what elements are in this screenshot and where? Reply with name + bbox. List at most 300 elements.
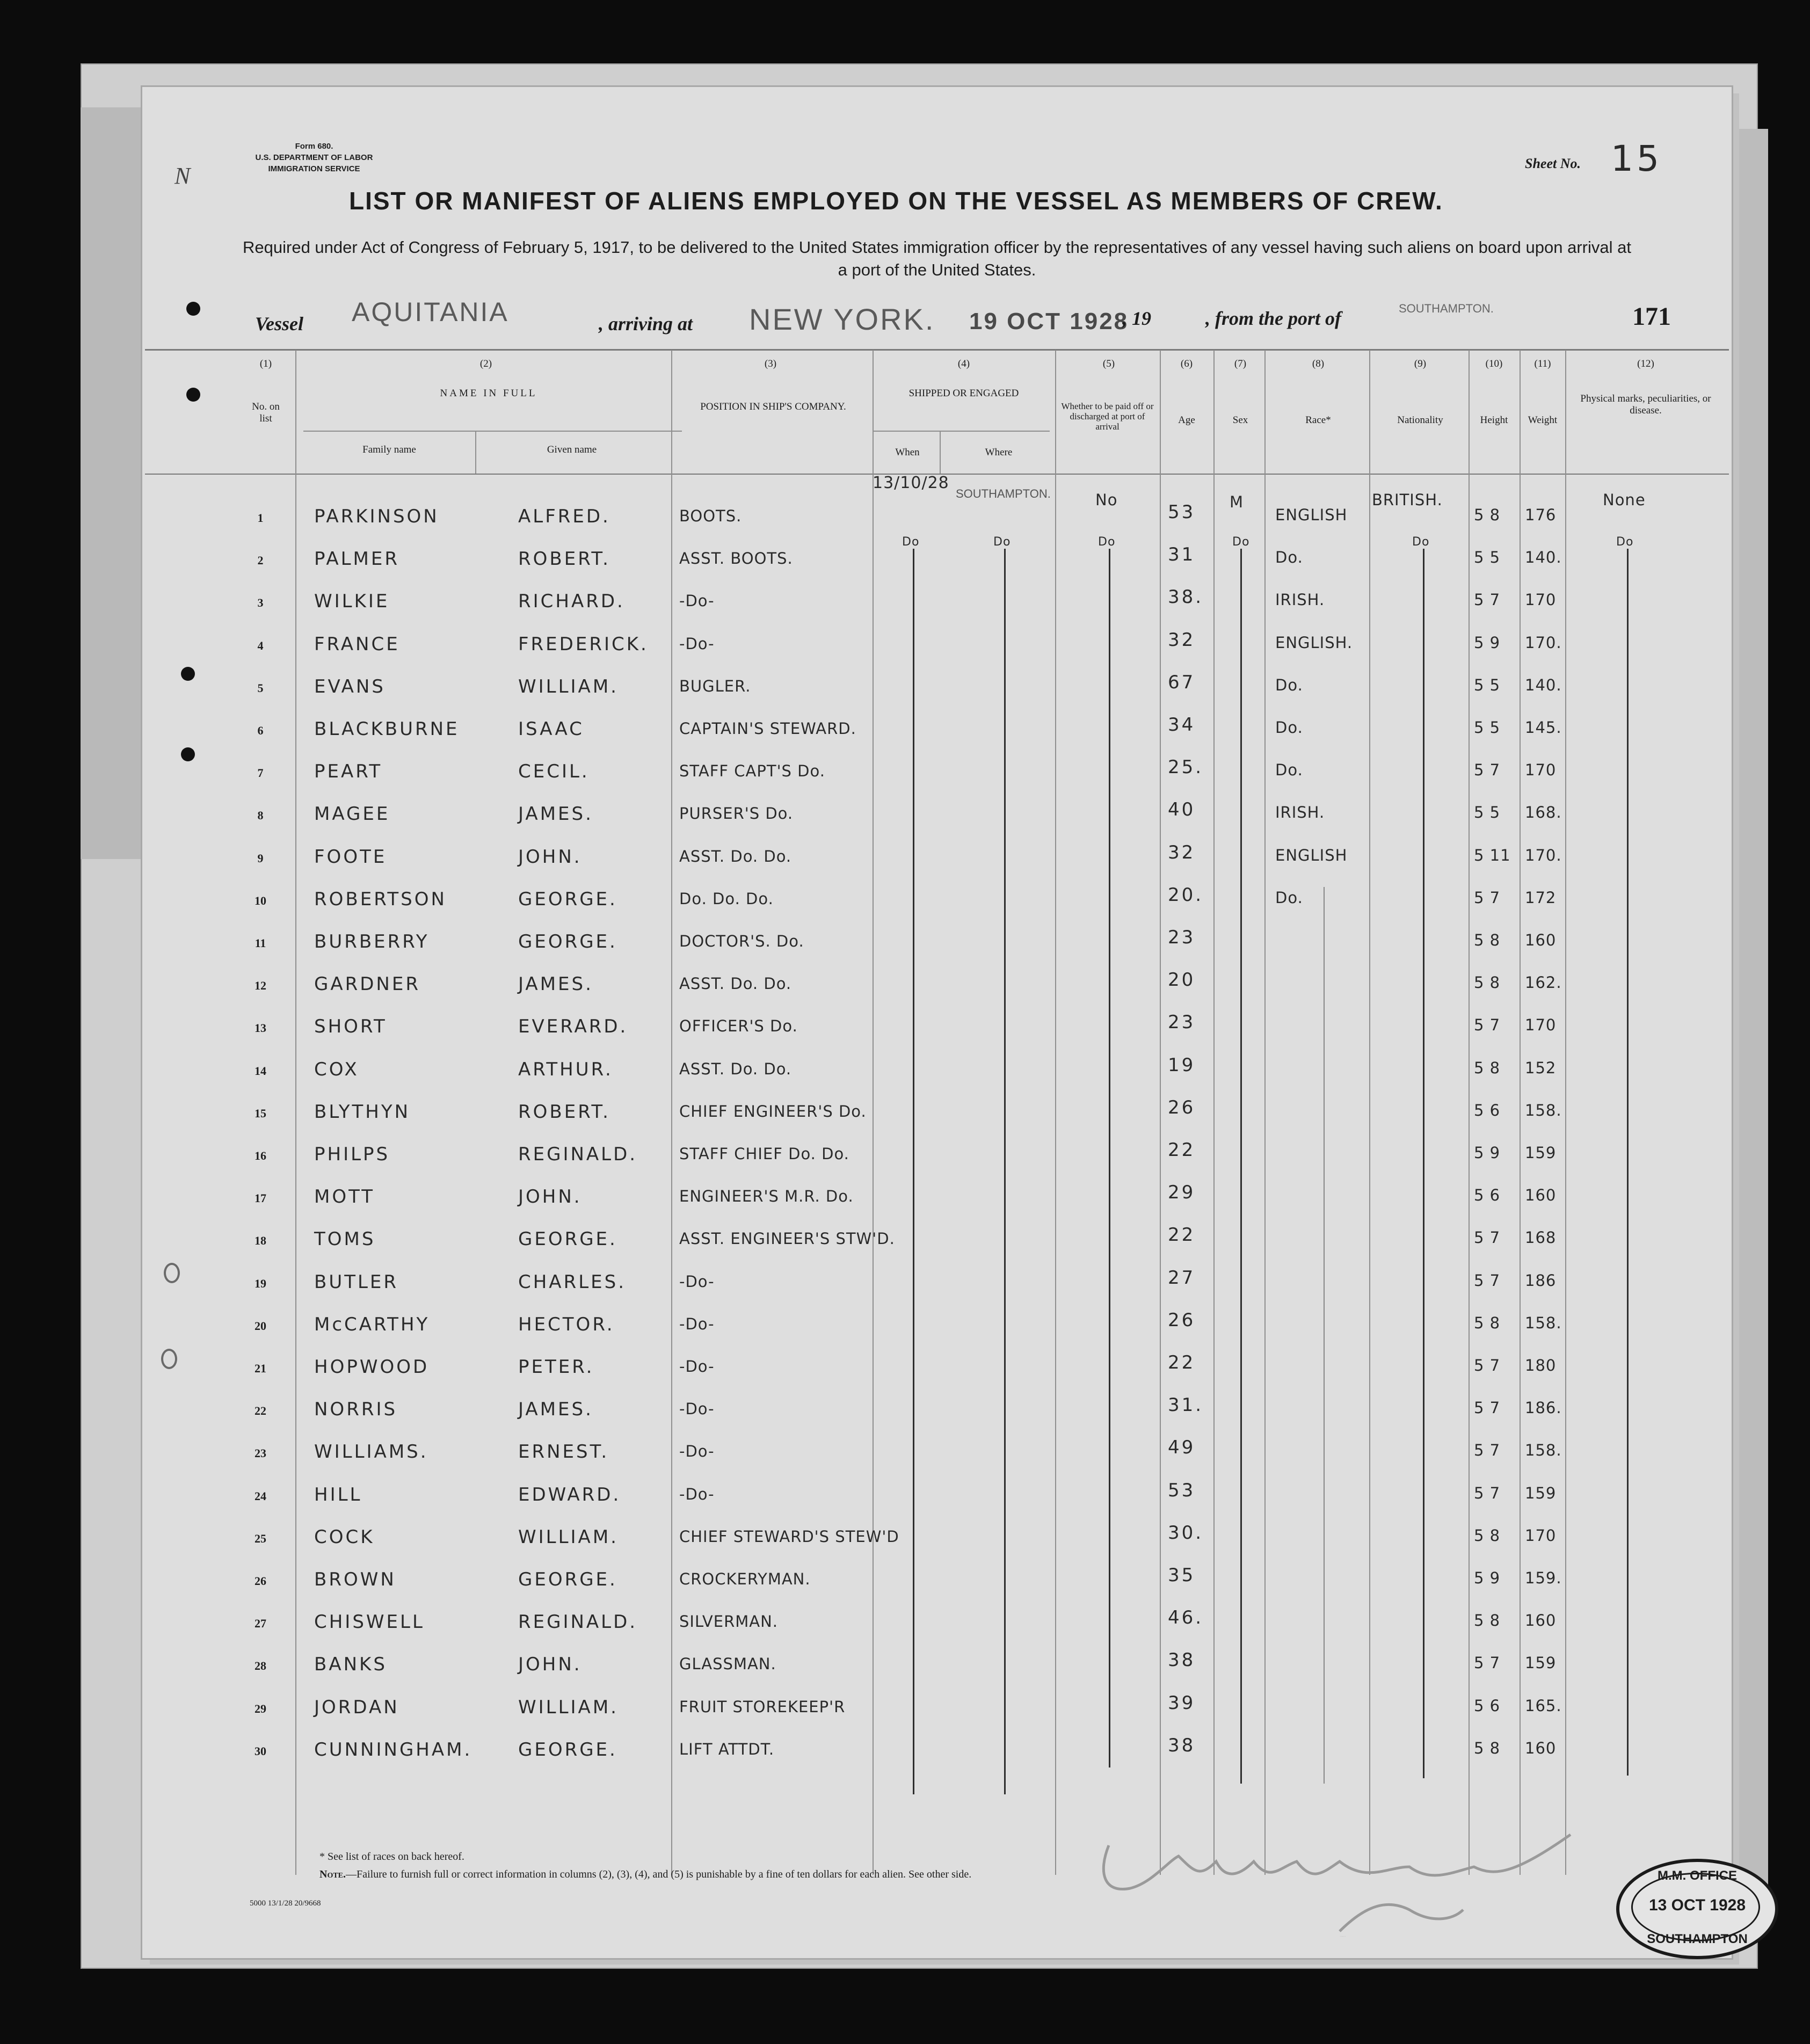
- given-name: GEORGE.: [518, 888, 617, 910]
- column-divider: [1264, 350, 1266, 1875]
- vessel-label: Vessel: [255, 313, 303, 334]
- height: 5 8: [1474, 506, 1501, 524]
- position: -Do-: [679, 1485, 715, 1503]
- position: ASST. Do. Do.: [679, 847, 792, 865]
- position: ASST. BOOTS.: [679, 549, 793, 568]
- shipped-subheader-rule: [873, 431, 1050, 432]
- given-name: GEORGE.: [518, 1228, 617, 1250]
- position: FRUIT STOREKEEP'R: [679, 1697, 846, 1716]
- col12-number: (12): [1637, 358, 1654, 369]
- position: LIFT ATTDT.: [679, 1740, 775, 1758]
- column-divider: [1469, 350, 1470, 1875]
- age: 49: [1168, 1437, 1196, 1459]
- family-name: PARKINSON: [314, 506, 439, 527]
- weight: 160: [1525, 1739, 1557, 1757]
- height: 5 5: [1474, 803, 1501, 822]
- arriving-port: NEW YORK.: [749, 302, 935, 336]
- family-name: PHILPS: [314, 1144, 390, 1165]
- print-code: 5000 13/1/28 20/9668: [250, 1899, 321, 1908]
- age: 22: [1168, 1352, 1196, 1373]
- col1-label: No. on list: [252, 401, 280, 424]
- ditto-line: [1240, 549, 1242, 1784]
- age: 23: [1168, 1012, 1196, 1034]
- given-name: JAMES.: [518, 1399, 593, 1421]
- race: Do.: [1275, 675, 1303, 694]
- departure-port: SOUTHAMPTON.: [1399, 302, 1494, 315]
- position: ASST. Do. Do.: [679, 974, 792, 993]
- weight: 159: [1525, 1654, 1557, 1672]
- given-name: JAMES.: [518, 973, 593, 995]
- row-number: 19: [255, 1276, 266, 1290]
- weight: 170.: [1525, 633, 1562, 652]
- age: 22: [1168, 1139, 1196, 1161]
- height: 5 7: [1474, 591, 1501, 609]
- age: 30.: [1168, 1522, 1204, 1544]
- col3-number: (3): [764, 358, 777, 369]
- given-name: REGINALD.: [518, 1144, 638, 1165]
- corner-mark: N: [175, 163, 191, 189]
- row-number: 11: [255, 936, 266, 950]
- height: 5 7: [1474, 1271, 1501, 1290]
- note-text: —Failure to furnish full or correct information in columns (2), (3), (4), and (5) is punishable by a fine of ten dollars for each alien. See other side.: [346, 1868, 972, 1880]
- row-number: 26: [255, 1574, 266, 1588]
- family-name: SHORT: [314, 1016, 387, 1038]
- age: 26: [1168, 1096, 1196, 1118]
- sex-value: M: [1230, 493, 1244, 511]
- col11-label: Weight: [1528, 414, 1558, 426]
- given-name: WILLIAM.: [518, 1696, 619, 1718]
- col2-number: (2): [479, 358, 492, 369]
- row-number: 6: [257, 724, 264, 737]
- family-name: PALMER: [314, 548, 399, 570]
- family-name: GARDNER: [314, 973, 420, 995]
- nationality-value: BRITISH.: [1372, 491, 1443, 509]
- col8-label: Race*: [1305, 414, 1331, 426]
- row-number: 7: [257, 766, 264, 780]
- height: 5 8: [1474, 1611, 1501, 1630]
- row-number: 24: [255, 1489, 266, 1503]
- given-name: WILLIAM.: [518, 1526, 619, 1548]
- col4-label: SHIPPED OR ENGAGED: [908, 388, 1019, 399]
- ditto-line: [1004, 549, 1006, 1794]
- sheet-label: Sheet No.: [1525, 156, 1581, 171]
- position: SILVERMAN.: [679, 1612, 779, 1631]
- weight: 152: [1525, 1058, 1557, 1077]
- position: BOOTS.: [679, 507, 742, 525]
- row-number: 13: [255, 1021, 266, 1035]
- given-name: RICHARD.: [518, 591, 625, 613]
- column-divider: [940, 431, 941, 474]
- ditto-line: [1109, 549, 1110, 1767]
- row-number: 16: [255, 1149, 266, 1162]
- family-name: BLACKBURNE: [314, 718, 460, 740]
- weight: 168: [1525, 1228, 1557, 1247]
- ditto-mark: Do: [1412, 535, 1430, 549]
- position: CHIEF STEWARD'S STEW'D: [679, 1527, 899, 1546]
- col7-label: Sex: [1232, 414, 1248, 426]
- row-number: 22: [255, 1404, 266, 1418]
- row-number: 29: [255, 1701, 266, 1715]
- note-label: Note.: [319, 1868, 346, 1880]
- row-number: 28: [255, 1659, 266, 1673]
- height: 5 6: [1474, 1186, 1501, 1205]
- punch-hole: [181, 667, 195, 681]
- col6-label: Age: [1178, 414, 1195, 426]
- col12-label: Physical marks, peculiarities, or disease.: [1580, 393, 1711, 416]
- row-number: 21: [255, 1362, 266, 1375]
- family-name: MOTT: [314, 1186, 375, 1208]
- weight: 159: [1525, 1483, 1557, 1502]
- table-top-rule: [145, 349, 1729, 351]
- ditto-line: [1324, 887, 1325, 1784]
- family-name: BROWN: [314, 1569, 396, 1590]
- given-name: ROBERT.: [518, 1101, 610, 1123]
- weight: 162.: [1525, 973, 1562, 992]
- column-divider: [295, 350, 296, 1875]
- position: -Do-: [679, 1314, 715, 1333]
- height: 5 5: [1474, 548, 1501, 567]
- age: 22: [1168, 1224, 1196, 1246]
- weight: 160: [1525, 1611, 1557, 1630]
- given-name: ERNEST.: [518, 1441, 609, 1463]
- col11-number: (11): [1534, 358, 1551, 369]
- position: ASST. Do. Do.: [679, 1059, 792, 1078]
- family-name: COX: [314, 1058, 359, 1080]
- office-stamp: [1616, 1859, 1778, 1959]
- ditto-line: [913, 549, 914, 1794]
- height: 5 7: [1474, 1016, 1501, 1035]
- height: 5 9: [1474, 633, 1501, 652]
- column-divider: [1369, 350, 1370, 1875]
- race: IRISH.: [1275, 803, 1325, 822]
- given-name: JOHN.: [518, 1654, 582, 1676]
- col4-number: (4): [957, 358, 970, 369]
- given-name: ARTHUR.: [518, 1058, 613, 1080]
- weight: 186: [1525, 1271, 1557, 1290]
- col10-label: Height: [1480, 414, 1508, 426]
- name-subheader-rule: [303, 431, 682, 432]
- position: -Do-: [679, 592, 715, 610]
- row-number: 9: [257, 851, 264, 865]
- age: 31.: [1168, 1394, 1204, 1416]
- race: ENGLISH.: [1275, 633, 1353, 652]
- position: OFFICER'S Do.: [679, 1017, 798, 1036]
- race: ENGLISH: [1275, 846, 1348, 864]
- family-name: BURBERRY: [314, 931, 430, 952]
- position: STAFF CAPT'S Do.: [679, 762, 825, 781]
- position: -Do-: [679, 634, 715, 653]
- race: Do.: [1275, 548, 1303, 567]
- position: BUGLER.: [679, 677, 751, 695]
- row-number: 25: [255, 1531, 266, 1545]
- age: 53: [1168, 501, 1196, 523]
- column-divider: [1055, 350, 1056, 1875]
- row-number: 18: [255, 1234, 266, 1248]
- position: CHIEF ENGINEER'S Do.: [679, 1102, 867, 1121]
- position: -Do-: [679, 1442, 715, 1461]
- row-number: 12: [255, 979, 266, 993]
- given-name: CHARLES.: [518, 1271, 627, 1293]
- given-name: EVERARD.: [518, 1016, 628, 1038]
- height: 5 7: [1474, 1399, 1501, 1417]
- given-name: CECIL.: [518, 761, 590, 783]
- punch-hole: [186, 302, 200, 316]
- given-name: GEORGE.: [518, 931, 617, 952]
- ditto-mark: Do: [1232, 535, 1250, 549]
- given-name: HECTOR.: [518, 1313, 615, 1335]
- col7-number: (7): [1234, 358, 1247, 369]
- position: -Do-: [679, 1272, 715, 1291]
- column-divider: [475, 431, 476, 474]
- age: 67: [1168, 671, 1196, 693]
- height: 5 7: [1474, 1228, 1501, 1247]
- family-name: CHISWELL: [314, 1611, 425, 1633]
- form-number: Form 680.: [295, 142, 333, 151]
- position: GLASSMAN.: [679, 1655, 776, 1674]
- punch-hole: [181, 747, 195, 761]
- column-divider: [1213, 350, 1215, 1875]
- weight: 159.: [1525, 1569, 1562, 1587]
- sheet-number: 15: [1611, 138, 1662, 179]
- col2b-label: Given name: [547, 444, 597, 455]
- document-subtitle: Required under Act of Congress of February 5, 1917, to be delivered to the United States immigration officer by the representatives of any vessel having such aliens on board upon arrival at a port of the United States.: [243, 238, 1631, 279]
- weight: 165.: [1525, 1696, 1562, 1715]
- age: 20.: [1168, 884, 1204, 906]
- family-name: COCK: [314, 1526, 375, 1548]
- weight: 160: [1525, 931, 1557, 949]
- col10-number: (10): [1485, 358, 1503, 369]
- family-name: HILL: [314, 1483, 362, 1505]
- given-name: JOHN.: [518, 1186, 582, 1208]
- race: Do.: [1275, 761, 1303, 780]
- height: 5 6: [1474, 1101, 1501, 1119]
- position: -Do-: [679, 1400, 715, 1419]
- height: 5 7: [1474, 761, 1501, 780]
- physical-marks-value: None: [1603, 491, 1646, 509]
- family-name: FOOTE: [314, 846, 387, 868]
- age: 26: [1168, 1309, 1196, 1331]
- column-divider: [1160, 350, 1161, 1875]
- form-identification: [250, 141, 379, 174]
- stamp-top-text: M.M. OFFICE: [1658, 1868, 1737, 1883]
- family-name: BANKS: [314, 1654, 387, 1676]
- height: 5 9: [1474, 1144, 1501, 1162]
- age: 20: [1168, 969, 1196, 991]
- col9-number: (9): [1414, 358, 1427, 369]
- ditto-mark: Do: [1616, 535, 1634, 549]
- col5-label: Whether to be paid off or discharged at port of arrival: [1061, 401, 1154, 432]
- col5-number: (5): [1102, 358, 1115, 369]
- ditto-mark: Do: [993, 535, 1011, 549]
- punch-hole: [186, 388, 200, 402]
- family-name: ROBERTSON: [314, 888, 447, 910]
- age: 53: [1168, 1479, 1196, 1501]
- family-name: McCARTHY: [314, 1313, 430, 1335]
- left-underlying-sheet: [81, 107, 145, 859]
- col6-number: (6): [1180, 358, 1193, 369]
- weight: 170: [1525, 1526, 1557, 1545]
- col4b-label: Where: [985, 447, 1013, 458]
- height: 5 7: [1474, 1483, 1501, 1502]
- race: ENGLISH: [1275, 506, 1348, 524]
- height: 5 8: [1474, 973, 1501, 992]
- age: 38: [1168, 1734, 1196, 1756]
- age: 29: [1168, 1182, 1196, 1204]
- age: 25.: [1168, 757, 1204, 779]
- age: 23: [1168, 927, 1196, 948]
- age: 40: [1168, 799, 1196, 821]
- row-number: 23: [255, 1446, 266, 1460]
- weight: 158.: [1525, 1101, 1562, 1119]
- weight: 186.: [1525, 1399, 1562, 1417]
- list-number: 171: [1632, 302, 1671, 331]
- family-name: BLYTHYN: [314, 1101, 411, 1123]
- col1-number: (1): [259, 358, 272, 369]
- height: 5 8: [1474, 1526, 1501, 1545]
- col4a-label: When: [895, 447, 920, 458]
- given-name: WILLIAM.: [518, 675, 619, 697]
- height: 5 5: [1474, 718, 1501, 737]
- weight: 170: [1525, 1016, 1557, 1035]
- weight: 159: [1525, 1144, 1557, 1162]
- height: 5 8: [1474, 1313, 1501, 1332]
- stamp-bottom-text: SOUTHAMPTON: [1647, 1932, 1748, 1946]
- family-name: WILKIE: [314, 591, 390, 613]
- stamp-date: 13 OCT 1928: [1648, 1896, 1746, 1914]
- race: Do.: [1275, 718, 1303, 737]
- footnote-races: * See list of races on back hereof.: [319, 1851, 464, 1863]
- weight: 170.: [1525, 846, 1562, 864]
- row-number: 20: [255, 1319, 266, 1333]
- weight: 158.: [1525, 1313, 1562, 1332]
- height: 5 9: [1474, 1569, 1501, 1587]
- family-name: BUTLER: [314, 1271, 399, 1293]
- weight: 180: [1525, 1356, 1557, 1374]
- given-name: REGINALD.: [518, 1611, 638, 1633]
- department-name: U.S. DEPARTMENT OF LABOR: [255, 153, 373, 162]
- weight: 160: [1525, 1186, 1557, 1205]
- row-number: 4: [257, 638, 264, 652]
- row-number: 27: [255, 1617, 266, 1631]
- weight: 170: [1525, 761, 1557, 780]
- year-label: , 19: [1122, 308, 1151, 329]
- col9-label: Nationality: [1397, 414, 1443, 426]
- position: CROCKERYMAN.: [679, 1570, 811, 1588]
- position: CAPTAIN'S STEWARD.: [679, 719, 856, 738]
- position: PURSER'S Do.: [679, 804, 794, 823]
- row-number: 15: [255, 1106, 266, 1120]
- position: ENGINEER'S M.R. Do.: [679, 1187, 854, 1206]
- height: 5 7: [1474, 1441, 1501, 1460]
- arriving-label: , arriving at: [599, 313, 693, 334]
- weight: 170: [1525, 591, 1557, 609]
- inspector-signature: [1087, 1824, 1592, 1942]
- given-name: ALFRED.: [518, 506, 610, 527]
- ditto-mark: Do: [1098, 535, 1116, 549]
- column-divider: [1565, 350, 1566, 1875]
- manifest-page: [142, 87, 1748, 1958]
- age: 32: [1168, 841, 1196, 863]
- position: ASST. ENGINEER'S STW'D.: [679, 1230, 895, 1248]
- column-divider: [671, 350, 672, 1875]
- ditto-mark: Do: [902, 535, 920, 549]
- height: 5 7: [1474, 1654, 1501, 1672]
- position: Do. Do. Do.: [679, 889, 774, 908]
- row-number: 14: [255, 1064, 266, 1078]
- service-name: IMMIGRATION SERVICE: [268, 164, 360, 173]
- family-name: WILLIAMS.: [314, 1441, 428, 1463]
- shipped-when: 13/10/28: [873, 474, 949, 492]
- row-number: 5: [257, 681, 264, 695]
- row-number: 30: [255, 1744, 266, 1758]
- family-name: TOMS: [314, 1228, 376, 1250]
- height: 5 6: [1474, 1696, 1501, 1715]
- col2a-label: Family name: [362, 444, 416, 455]
- weight: 176: [1525, 506, 1557, 524]
- ring-hole: [164, 1263, 180, 1283]
- shipped-where: SOUTHAMPTON.: [956, 487, 1051, 500]
- age: 46.: [1168, 1607, 1204, 1629]
- position: STAFF CHIEF Do. Do.: [679, 1145, 849, 1163]
- height: 5 8: [1474, 1739, 1501, 1757]
- weight: 140.: [1525, 548, 1562, 567]
- height: 5 5: [1474, 675, 1501, 694]
- age: 34: [1168, 714, 1196, 736]
- age: 38.: [1168, 586, 1204, 608]
- col8-number: (8): [1312, 358, 1325, 369]
- given-name: PETER.: [518, 1356, 594, 1378]
- height: 5 8: [1474, 931, 1501, 949]
- weight: 145.: [1525, 718, 1562, 737]
- age: 31: [1168, 544, 1196, 566]
- row-number: 10: [255, 893, 266, 907]
- ditto-line: [1627, 549, 1629, 1776]
- given-name: EDWARD.: [518, 1483, 621, 1505]
- given-name: ROBERT.: [518, 548, 610, 570]
- height: 5 7: [1474, 888, 1501, 907]
- height: 5 7: [1474, 1356, 1501, 1374]
- ditto-line: [1423, 549, 1424, 1778]
- position: DOCTOR'S. Do.: [679, 932, 804, 950]
- height: 5 8: [1474, 1058, 1501, 1077]
- position: -Do-: [679, 1357, 715, 1376]
- age: 32: [1168, 629, 1196, 651]
- given-name: JOHN.: [518, 846, 582, 868]
- column-divider: [873, 350, 874, 1875]
- arrival-date: 19 OCT 1928: [969, 308, 1129, 334]
- document-title: LIST OR MANIFEST OF ALIENS EMPLOYED ON THE VESSEL AS MEMBERS OF CREW.: [349, 187, 1443, 215]
- footnote-penalty: [319, 1868, 971, 1881]
- paid-off-value: No: [1095, 491, 1118, 509]
- family-name: JORDAN: [314, 1696, 399, 1718]
- family-name: NORRIS: [314, 1399, 398, 1421]
- family-name: FRANCE: [314, 633, 400, 655]
- race: IRISH.: [1275, 591, 1325, 609]
- race: Do.: [1275, 888, 1303, 907]
- family-name: HOPWOOD: [314, 1356, 430, 1378]
- given-name: FREDERICK.: [518, 633, 649, 655]
- age: 19: [1168, 1054, 1196, 1076]
- age: 27: [1168, 1267, 1196, 1289]
- given-name: GEORGE.: [518, 1739, 617, 1761]
- age: 35: [1168, 1565, 1196, 1586]
- age: 38: [1168, 1649, 1196, 1671]
- row-number: 3: [257, 596, 264, 610]
- height: 5 11: [1474, 846, 1511, 864]
- given-name: JAMES.: [518, 803, 593, 825]
- weight: 172: [1525, 888, 1557, 907]
- col3-label: POSITION IN SHIP'S COMPANY.: [700, 401, 846, 412]
